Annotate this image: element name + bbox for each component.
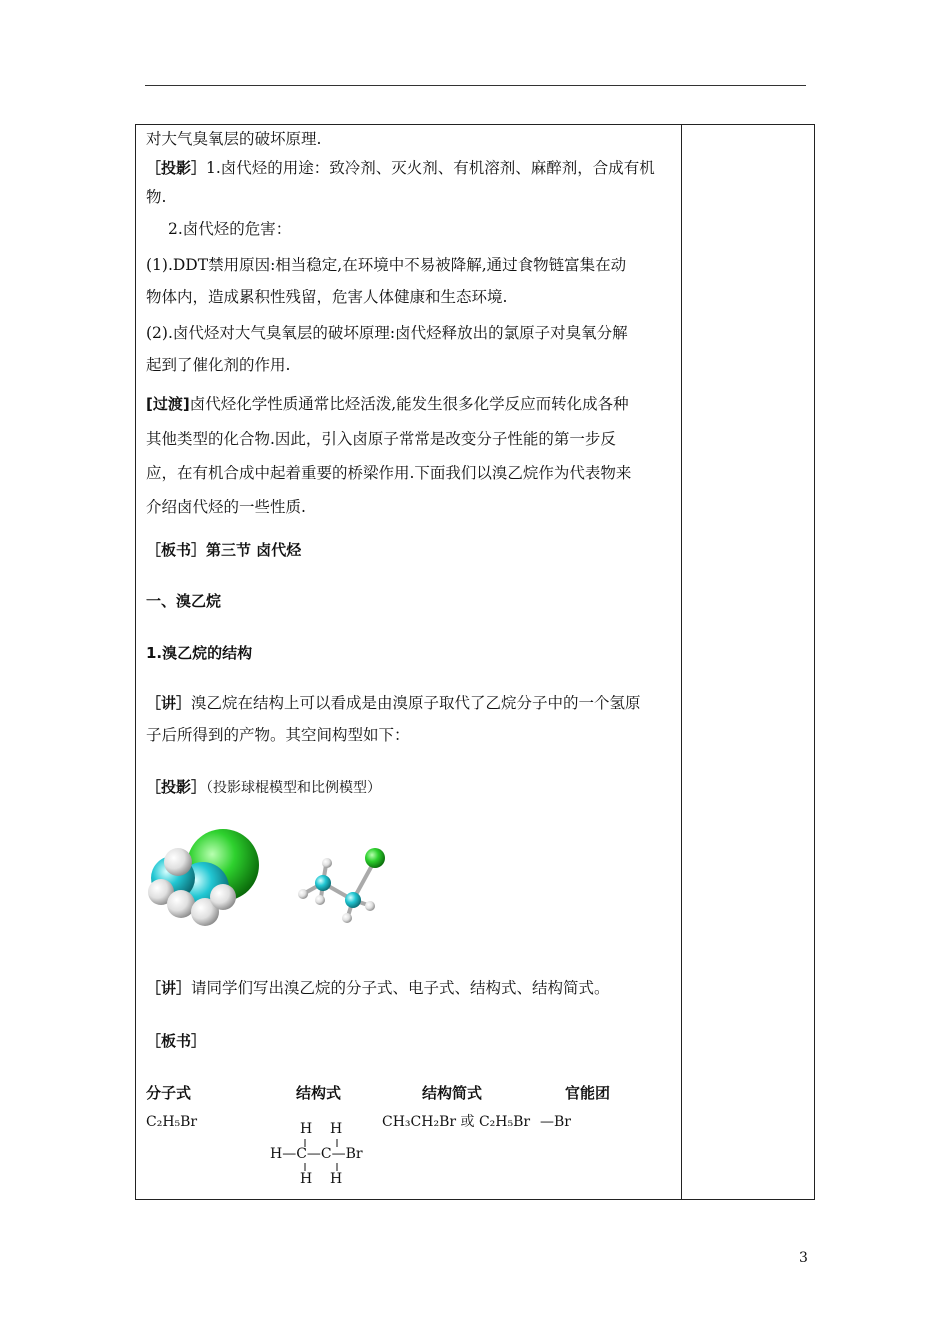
header-rule bbox=[145, 85, 806, 86]
structural-formula-top: H H bbox=[300, 1121, 343, 1137]
section-heading: 一、溴乙烷 bbox=[146, 592, 222, 610]
header-functional-group: 官能团 bbox=[565, 1084, 611, 1102]
space-filling-model bbox=[148, 829, 259, 926]
board-tag: ［板书］ bbox=[146, 1032, 207, 1050]
text-line: 起到了催化剂的作用. bbox=[146, 356, 291, 374]
header-structural-formula: 结构式 bbox=[296, 1084, 342, 1102]
bond-lines bbox=[296, 1135, 376, 1175]
molecular-formula: C₂H₅Br bbox=[146, 1114, 198, 1130]
projection-tag: ［投影］ bbox=[146, 778, 207, 796]
lecture-tag: ［讲］ bbox=[146, 694, 192, 712]
text-line: [过渡]卤代烃化学性质通常比烃活泼,能发生很多化学反应而转化成各种 bbox=[146, 395, 629, 413]
text-line: 应，在有机合成中起着重要的桥梁作用.下面我们以溴乙烷作为代表物来 bbox=[146, 464, 632, 482]
ball-and-stick-model bbox=[298, 848, 385, 923]
section-heading: 1.溴乙烷的结构 bbox=[146, 644, 253, 662]
text-line: 其他类型的化合物.因此，引入卤原子常常是改变分子性能的第一步反 bbox=[146, 430, 616, 448]
transition-tag: [过渡] bbox=[146, 395, 190, 413]
header-molecular-formula: 分子式 bbox=[146, 1084, 192, 1102]
text-line: (2).卤代烃对大气臭氧层的破坏原理:卤代烃释放出的氯原子对臭氧分解 bbox=[146, 324, 628, 342]
text-line: (1).DDT禁用原因:相当稳定,在环境中不易被降解,通过食物链富集在动 bbox=[146, 256, 627, 274]
section-heading: ［板书］第三节 卤代烃 bbox=[146, 541, 302, 559]
functional-group: —Br bbox=[540, 1114, 571, 1130]
text-line: 2.卤代烃的危害： bbox=[168, 220, 292, 238]
column-divider bbox=[681, 125, 682, 1199]
bromoethane-models bbox=[143, 820, 403, 940]
text-line: 介绍卤代烃的一些性质. bbox=[146, 498, 306, 516]
text-line: ［讲］请同学们写出溴乙烷的分子式、电子式、结构式、结构简式。 bbox=[146, 979, 610, 997]
lesson-table bbox=[135, 124, 815, 1200]
page-number: 3 bbox=[799, 1250, 808, 1266]
structural-formula-middle: H—C—C—Br bbox=[270, 1146, 363, 1162]
text-line: 物体内，造成累积性残留，危害人体健康和生态环境. bbox=[146, 288, 508, 306]
text-line: 物. bbox=[146, 188, 167, 206]
text-line: ［讲］溴乙烷在结构上可以看成是由溴原子取代了乙烷分子中的一个氢原 bbox=[146, 694, 641, 712]
projection-tag: ［投影］ bbox=[146, 159, 207, 177]
text-line: ［投影］1.卤代烃的用途：致冷剂、灭火剂、有机溶剂、麻醉剂，合成有机 bbox=[146, 159, 655, 177]
condensed-formula: CH₃CH₂Br 或 C₂H₅Br bbox=[382, 1114, 531, 1130]
structural-formula-bottom: H H bbox=[300, 1171, 343, 1187]
text-line: ［投影］（投影球棍模型和比例模型） bbox=[146, 778, 382, 796]
text-line: 对大气臭氧层的破坏原理. bbox=[146, 130, 322, 148]
lecture-tag: ［讲］ bbox=[146, 979, 192, 997]
text-line: 子后所得到的产物。其空间构型如下： bbox=[146, 726, 410, 744]
header-condensed-formula: 结构简式 bbox=[422, 1084, 483, 1102]
